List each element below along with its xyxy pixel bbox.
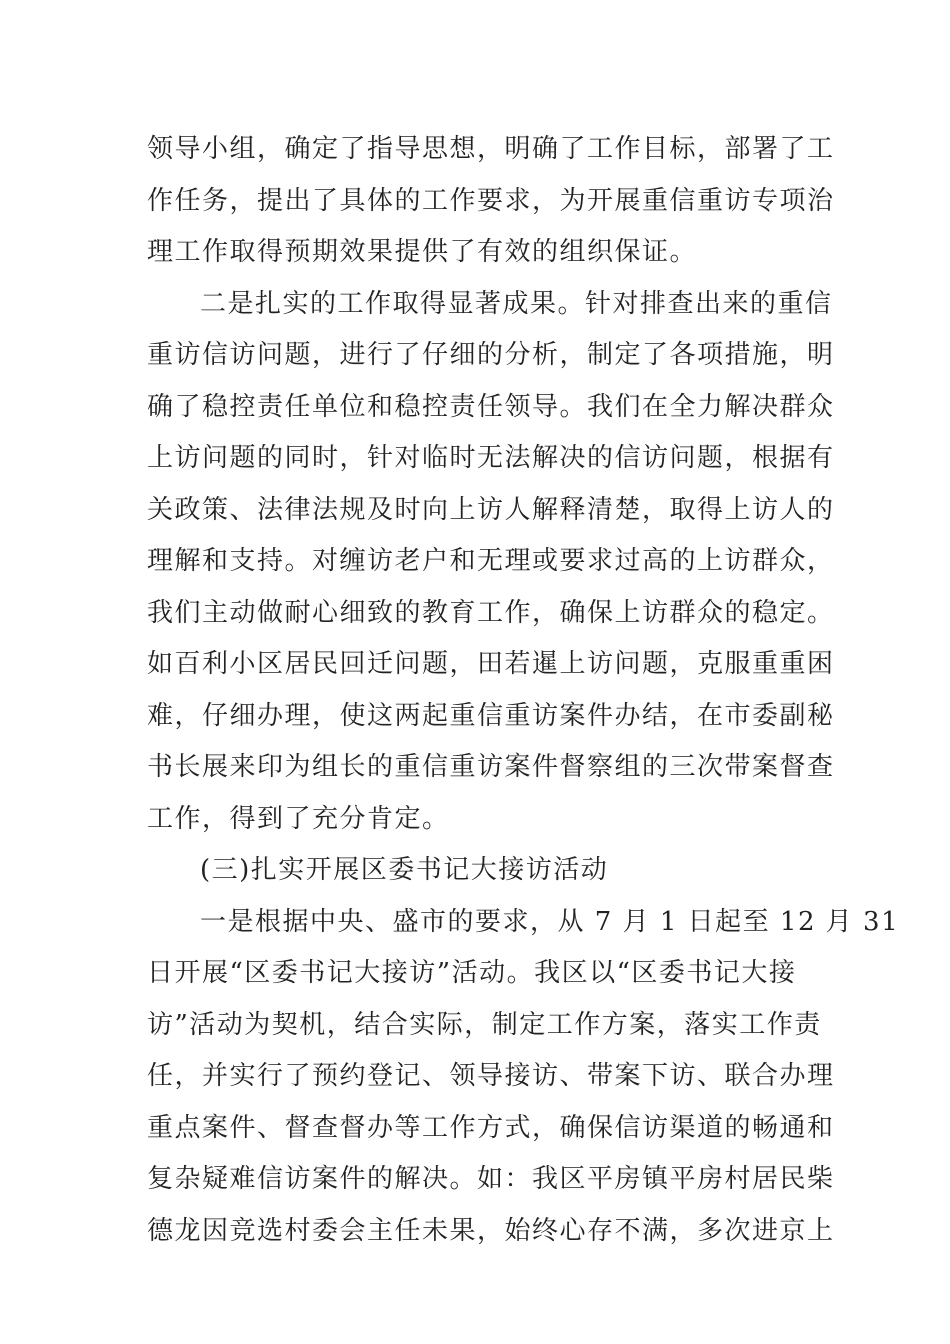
text-line: 一是根据中央、盛市的要求，从 7 月 1 日起至 12 月 31: [200, 906, 900, 937]
text-line: 关政策、法律法规及时向上访人解释清楚，取得上访人的: [147, 494, 835, 525]
text-line: (三)扎实开展区委书记大接访活动: [200, 855, 609, 885]
text-line: 确了稳控责任单位和稳控责任领导。我们在全力解决群众: [147, 391, 835, 422]
text-line: 日开展“区委书记大接访”活动。我区以“区委书记大接: [147, 958, 797, 988]
text-line: 重点案件、督查督办等工作方式，确保信访渠道的畅通和: [147, 1112, 835, 1143]
text-line: 领导小组，确定了指导思想，明确了工作目标，部署了工: [147, 134, 835, 164]
text-line: 任，并实行了预约登记、领导接访、带案下访、联合办理: [147, 1061, 835, 1091]
text-line: 理解和支持。对缠访老户和无理或要求过高的上访群众，: [147, 546, 835, 576]
text-line: 作任务，提出了具体的工作要求，为开展重信重访专项治: [147, 185, 835, 216]
text-line: 如百利小区居民回迁问题，田若暹上访问题，克服重重困: [147, 649, 835, 679]
text-line: 德龙因竞选村委会主任未果，始终心存不满，多次进京上: [147, 1215, 835, 1246]
text-line: 工作，得到了充分肯定。: [147, 803, 450, 834]
document-body: [147, 124, 900, 1257]
text-line: 二是扎实的工作取得显著成果。针对排查出来的重信: [200, 288, 833, 319]
text-line: 理工作取得预期效果提供了有效的组织保证。: [147, 237, 698, 267]
text-line: 上访问题的同时，针对临时无法解决的信访问题，根据有: [147, 443, 835, 473]
text-line: 复杂疑难信访案件的解决。如：我区平房镇平房村居民柴: [147, 1164, 835, 1194]
text-line: 访”活动为契机，结合实际，制定工作方案，落实工作责: [147, 1009, 822, 1040]
text-line: 重访信访问题，进行了仔细的分析，制定了各项措施，明: [147, 340, 835, 370]
text-line: 难，仔细办理，使这两起重信重访案件办结，在市委副秘: [147, 700, 835, 731]
text-line: 我们主动做耐心细致的教育工作，确保上访群众的稳定。: [147, 597, 835, 628]
text-line: 书长展来印为组长的重信重访案件督察组的三次带案督查: [147, 752, 835, 782]
